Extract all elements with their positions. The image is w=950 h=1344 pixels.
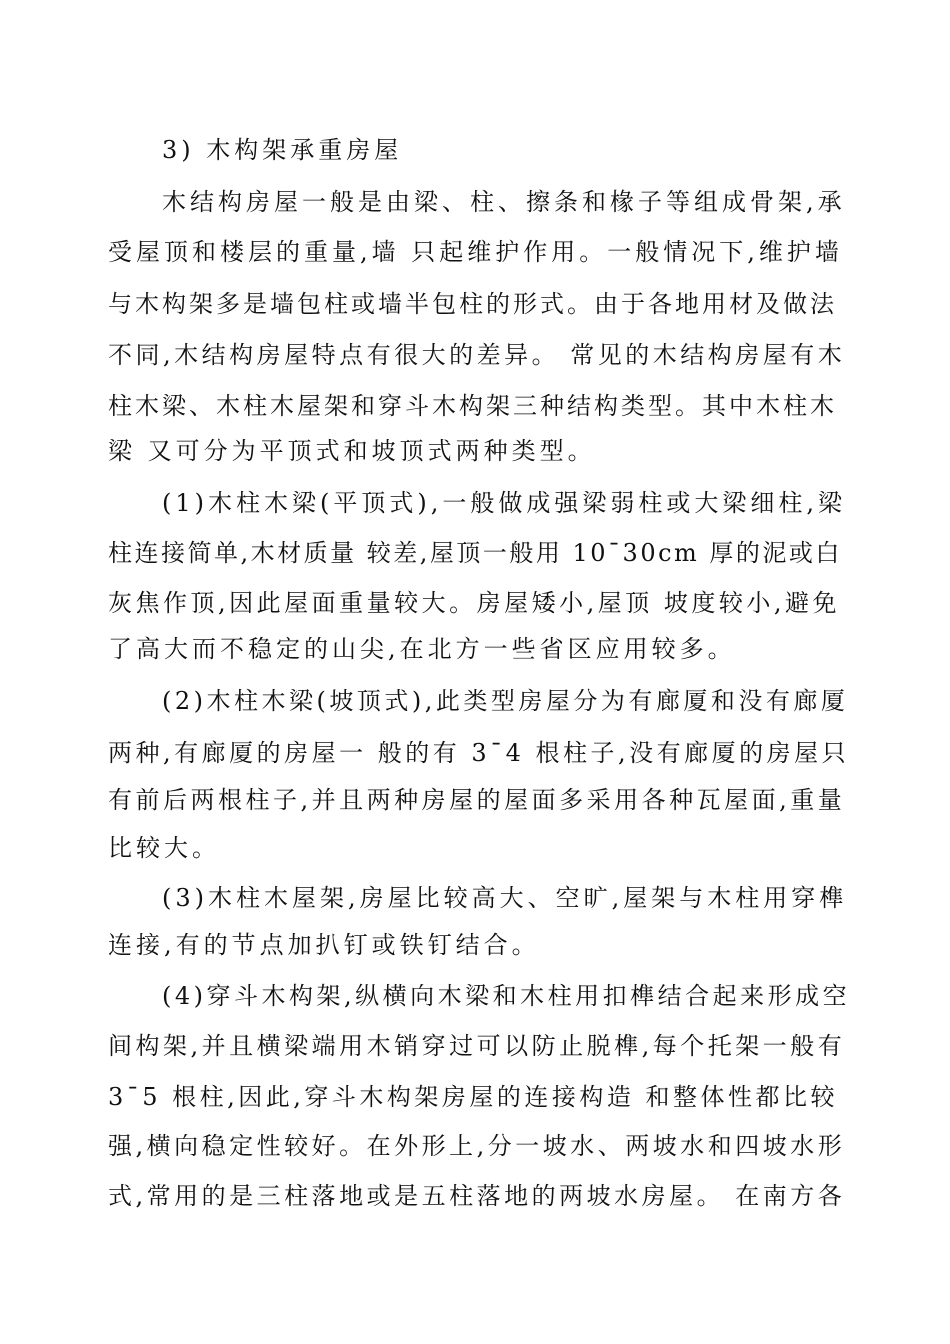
paragraph-line: 柱连接简单,木材质量 较差,屋顶一般用 10¯30cm 厚的泥或白 [108, 539, 842, 567]
paragraph-line: 式,常用的是三柱落地或是五柱落地的两坡水房屋。 在南方各 [108, 1182, 846, 1210]
paragraph-line: 强,横向稳定性较好。在外形上,分一坡水、两坡水和四坡水形 [108, 1132, 846, 1160]
paragraph-line: 连接,有的节点加扒钉或铁钉结合。 [108, 931, 540, 959]
paragraph-line: 不同,木结构房屋特点有很大的差异。 常见的木结构房屋有木 [108, 341, 846, 369]
paragraph-line: 木结构房屋一般是由梁、柱、擦条和椽子等组成骨架,承 [162, 188, 846, 216]
paragraph-line: 3¯5 根柱,因此,穿斗木构架房屋的连接构造 和整体性都比较 [108, 1083, 839, 1111]
paragraph-line: 间构架,并且横梁端用木销穿过可以防止脱榫,每个托架一般有 [108, 1032, 846, 1060]
paragraph-line: 两种,有廊厦的房屋一 般的有 3¯4 根柱子,没有廊厦的房屋只 [108, 739, 850, 767]
paragraph-line: (1)木柱木梁(平顶式),一般做成强梁弱柱或大梁细柱,梁 [162, 489, 846, 517]
paragraph-line: 了高大而不稳定的山尖,在北方一些省区应用较多。 [108, 635, 736, 663]
paragraph-line: 梁 又可分为平顶式和坡顶式两种类型。 [108, 437, 596, 465]
paragraph-line: 与木构架多是墙包柱或墙半包柱的形式。由于各地用材及做法 [108, 290, 837, 318]
paragraph-line: 柱木梁、木柱木屋架和穿斗木构架三种结构类型。其中木柱木 [108, 392, 837, 420]
paragraph-line: 灰焦作顶,因此屋面重量较大。房屋矮小,屋顶 坡度较小,避免 [108, 589, 841, 617]
paragraph-line: (2)木柱木梁(坡顶式),此类型房屋分为有廊厦和没有廊厦 [162, 687, 849, 715]
section-heading: 3) 木构架承重房屋 [162, 136, 403, 164]
paragraph-line: (4)穿斗木构架,纵横向木梁和木柱用扣榫结合起来形成空 [162, 982, 851, 1010]
paragraph-line: 有前后两根柱子,并且两种房屋的屋面多采用各种瓦屋面,重量 [108, 786, 846, 814]
paragraph-line: 受屋顶和楼层的重量,墙 只起维护作用。一般情况下,维护墙 [108, 238, 843, 266]
paragraph-line: (3)木柱木屋架,房屋比较高大、空旷,屋架与木柱用穿榫 [162, 884, 848, 912]
paragraph-line: 比较大。 [108, 834, 220, 862]
